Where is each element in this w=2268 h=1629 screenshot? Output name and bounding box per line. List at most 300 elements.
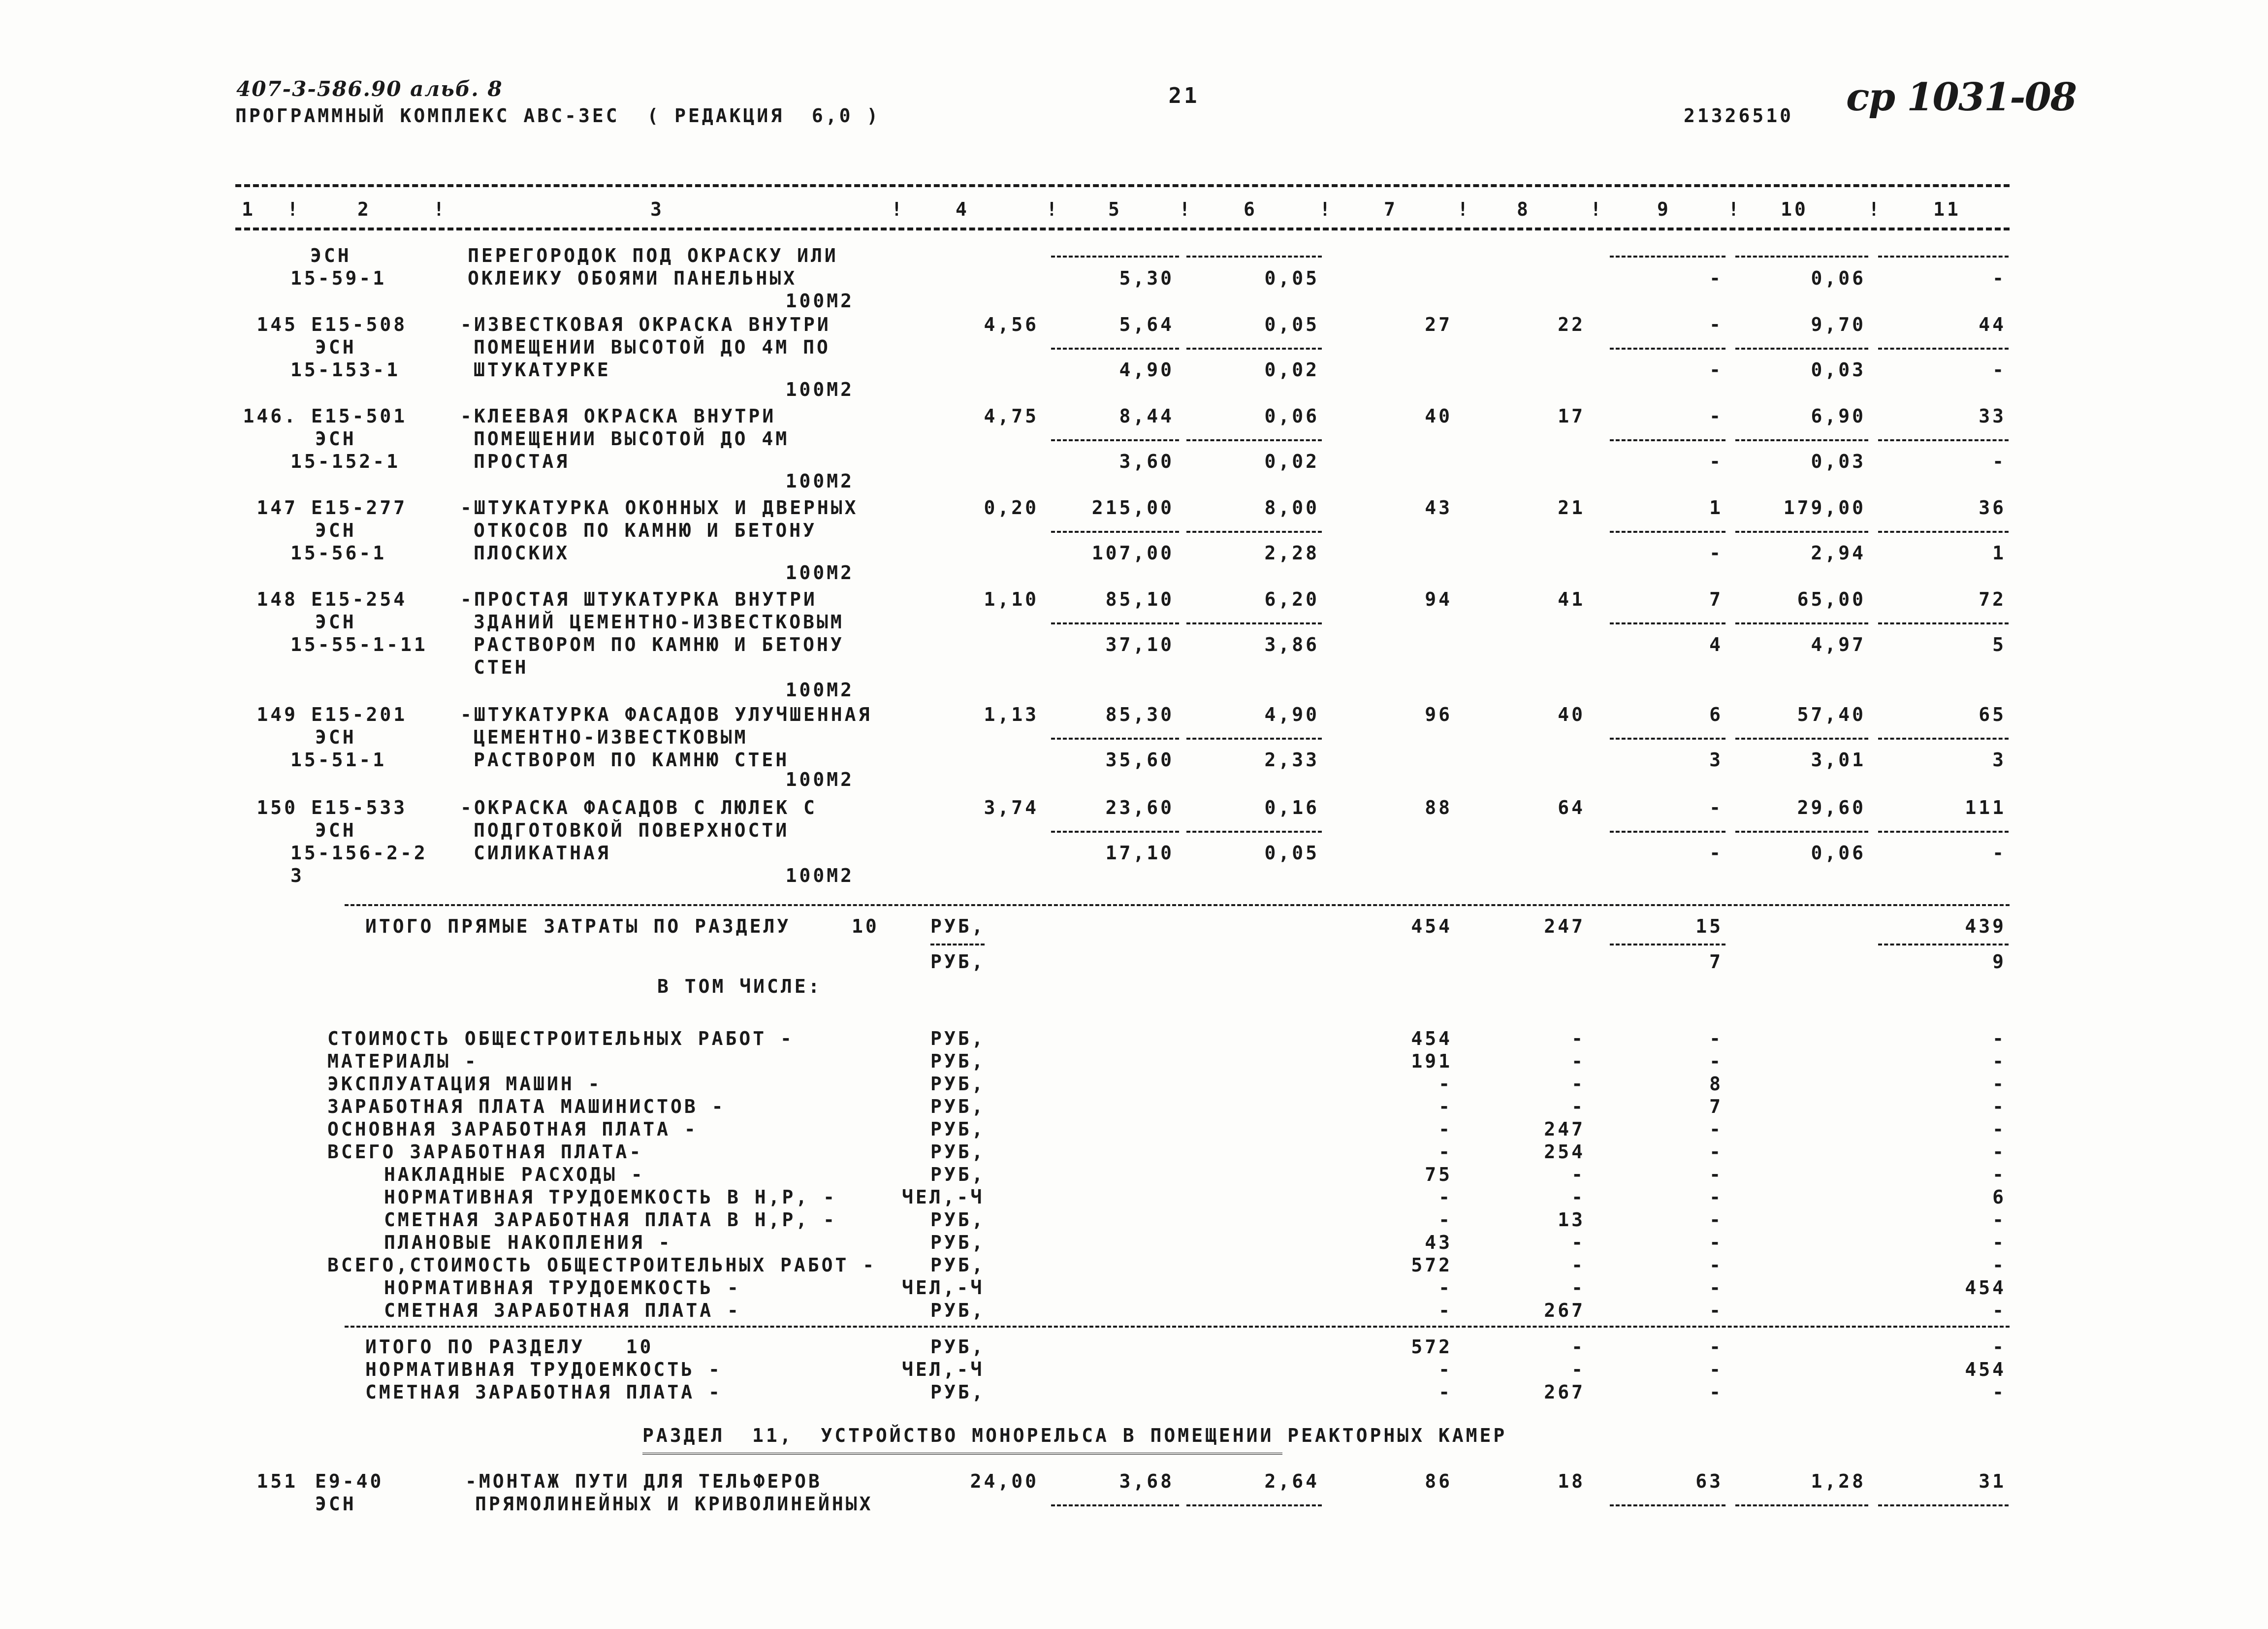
cell-c11: 36: [1979, 497, 2006, 519]
program-title: ПРОГРАММНЫЙ КОМПЛЕКС АВС-3ЕС ( РЕДАКЦИЯ 6,0 ): [235, 105, 881, 127]
item-description: ПРОСТАЯ: [474, 451, 570, 472]
item-code: 15-153-1: [290, 359, 401, 381]
column-header-7: 7: [1384, 198, 1398, 220]
column-separator: !: [433, 198, 447, 220]
item-code: ЭСН: [315, 611, 356, 633]
cell-c7: -: [1438, 1073, 1452, 1095]
column-separator: !: [1590, 198, 1604, 220]
cell-c10: 29,60: [1797, 797, 1866, 818]
unit-label: РУБ,: [930, 915, 986, 937]
cell-c7: 96: [1425, 704, 1452, 725]
cell-c9: -: [1709, 1381, 1723, 1403]
item-description: ОКЛЕИКУ ОБОЯМИ ПАНЕЛЬНЫХ: [468, 267, 798, 289]
value-underline: [1878, 348, 2009, 350]
cell-c7: 88: [1425, 797, 1452, 818]
header-bottom-rule: [235, 228, 2010, 230]
cell-c8: -: [1571, 1359, 1585, 1380]
cell-c11: -: [1992, 1381, 2006, 1403]
unit-label: РУБ,: [930, 1209, 986, 1231]
cell-c5: 3,68: [1119, 1470, 1174, 1492]
value-underline: [1610, 348, 1725, 350]
section-11-title: РАЗДЕЛ 11, УСТРОЙСТВО МОНОРЕЛЬСА В ПОМЕЩЕНИИ РЕАКТОРНЫХ КАМЕР: [642, 1425, 1507, 1446]
item-description: ПОДГОТОВКОЙ ПОВЕРХНОСТИ: [474, 819, 790, 841]
cell-c9: -: [1709, 314, 1723, 335]
cell-c4: 24,00: [970, 1470, 1039, 1492]
breakdown-label: НОРМАТИВНАЯ ТРУДОЕМКОСТЬ В Н,Р, -: [384, 1186, 837, 1208]
cell-c11: -: [1992, 359, 2006, 381]
breakdown-label: ВСЕГО ЗАРАБОТНАЯ ПЛАТА-: [327, 1141, 643, 1163]
cell-c8: -: [1571, 1028, 1585, 1049]
unit-label: РУБ,: [930, 1118, 986, 1140]
cell-c9: -: [1709, 1254, 1723, 1276]
item-number: 150: [256, 797, 298, 818]
cell-c7: 75: [1425, 1164, 1452, 1185]
item-code: 15-55-1-11: [290, 634, 428, 655]
cell-c9: 1: [1709, 497, 1723, 519]
value-underline: [1186, 348, 1322, 350]
column-header-4: 4: [956, 198, 969, 220]
cell-c9: 4: [1709, 634, 1723, 655]
item-description: СИЛИКАТНАЯ: [474, 842, 611, 864]
item-number: 145: [256, 314, 298, 335]
cell-c6: 0,02: [1264, 451, 1319, 472]
value-underline: [1735, 831, 1868, 833]
cell-c7: 86: [1425, 1470, 1452, 1492]
value-underline: [1610, 256, 1725, 258]
cell-c7: 40: [1425, 405, 1452, 427]
cell-c4: 0,20: [984, 497, 1039, 519]
header-top-rule: [235, 184, 2010, 187]
item-number: 151: [256, 1470, 298, 1492]
cell-c7: 27: [1425, 314, 1452, 335]
cell-c6: 2,28: [1264, 542, 1319, 564]
value-underline: [1051, 439, 1179, 441]
cell-c11: 454: [1965, 1359, 2006, 1380]
item-code: 3: [290, 865, 304, 886]
item-number: 146.: [243, 405, 298, 427]
cell-c7: -: [1438, 1118, 1452, 1140]
value-underline: [1735, 256, 1868, 258]
cell-c6: 4,90: [1264, 704, 1319, 725]
item-description: -МОНТАЖ ПУТИ ДЛЯ ТЕЛЬФЕРОВ: [465, 1470, 822, 1492]
cell-c11: 3: [1992, 749, 2006, 771]
cell-c11: 111: [1965, 797, 2006, 818]
breakdown-label: ОСНОВНАЯ ЗАРАБОТНАЯ ПЛАТА -: [327, 1118, 698, 1140]
cell-c7: -: [1438, 1381, 1452, 1403]
value-underline: [1186, 1504, 1322, 1506]
breakdown-label: ПЛАНОВЫЕ НАКОПЛЕНИЯ -: [384, 1232, 672, 1253]
breakdown-label: СМЕТНАЯ ЗАРАБОТНАЯ ПЛАТА -: [384, 1300, 741, 1321]
cell-c11: -: [1992, 1336, 2006, 1358]
value-underline: [1051, 622, 1179, 624]
cell-c7: 572: [1411, 1336, 1452, 1358]
unit-label: 100М2: [785, 290, 854, 312]
item-code: Е15-533: [311, 797, 408, 818]
item-code: ЭСН: [315, 428, 356, 450]
value-underline: [1878, 831, 2009, 833]
value-underline: [1051, 256, 1179, 258]
cell-c7: 43: [1425, 1232, 1452, 1253]
breakdown-label: СТОИМОСТЬ ОБЩЕСТРОИТЕЛЬНЫХ РАБОТ -: [327, 1028, 794, 1049]
section-total-rule: [345, 904, 2010, 906]
value-underline: [1186, 439, 1322, 441]
cell-c11: 6: [1992, 1186, 2006, 1208]
cell-c9: 63: [1695, 1470, 1723, 1492]
value-underline: [1610, 1504, 1725, 1506]
unit-label: РУБ,: [930, 1381, 986, 1403]
cell-c6: 0,02: [1264, 359, 1319, 381]
cell-c10: 9,70: [1811, 314, 1866, 335]
item-description: ПЛОСКИХ: [474, 542, 570, 564]
column-separator: !: [1868, 198, 1882, 220]
item-description: ПОМЕЩЕНИИ ВЫСОТОЙ ДО 4М: [474, 428, 790, 450]
column-separator: !: [1728, 198, 1742, 220]
cell-c5: 17,10: [1105, 842, 1174, 864]
value-underline: [1878, 531, 2009, 533]
cell-c8: 18: [1558, 1470, 1585, 1492]
cell-c10: 0,03: [1811, 359, 1866, 381]
cell-c5: 215,00: [1091, 497, 1174, 519]
section-total-label: СМЕТНАЯ ЗАРАБОТНАЯ ПЛАТА -: [365, 1381, 722, 1403]
item-number: 147: [256, 497, 298, 519]
value-underline: [1051, 831, 1179, 833]
cell-c8: 17: [1558, 405, 1585, 427]
unit-label: 100М2: [785, 562, 854, 584]
cell-c6: 0,06: [1264, 405, 1319, 427]
item-code: 15-152-1: [290, 451, 401, 472]
cell-c6: 0,05: [1264, 314, 1319, 335]
item-description: -ОКРАСКА ФАСАДОВ С ЛЮЛЕК С: [460, 797, 817, 818]
item-description: ОТКОСОВ ПО КАМНЮ И БЕТОНУ: [474, 520, 817, 541]
column-header-1: 1: [242, 198, 256, 220]
cell-c11: -: [1992, 1254, 2006, 1276]
cell-c10: 179,00: [1783, 497, 1866, 519]
column-separator: !: [1179, 198, 1193, 220]
cell-c9: -: [1709, 1209, 1723, 1231]
cell-c10: 1,28: [1811, 1470, 1866, 1492]
cell-c10: 0,03: [1811, 451, 1866, 472]
cell-c7: -: [1438, 1096, 1452, 1117]
item-code: 15-59-1: [290, 267, 387, 289]
cell-c9: -: [1709, 1300, 1723, 1321]
item-code: Е15-277: [311, 497, 408, 519]
cell-c5: 85,30: [1105, 704, 1174, 725]
unit-label: РУБ,: [930, 1232, 986, 1253]
cell-c5: 5,30: [1119, 267, 1174, 289]
item-description: -ШТУКАТУРКА ФАСАДОВ УЛУЧШЕННАЯ: [460, 704, 872, 725]
value-underline: [1735, 622, 1868, 624]
cell-c8: -: [1571, 1336, 1585, 1358]
cell-c7: -: [1438, 1141, 1452, 1163]
unit-label: РУБ,: [930, 1164, 986, 1185]
item-description: ЦЕМЕНТНО-ИЗВЕСТКОВЫМ: [474, 726, 748, 748]
cell-c8: 247: [1544, 915, 1585, 937]
value-underline: [1610, 622, 1725, 624]
breakdown-label: СМЕТНАЯ ЗАРАБОТНАЯ ПЛАТА В Н,Р, -: [384, 1209, 837, 1231]
unit-label: РУБ,: [930, 1141, 986, 1163]
cell-c11: 439: [1965, 915, 2006, 937]
column-separator: !: [1319, 198, 1333, 220]
value-underline: [1735, 348, 1868, 350]
item-description: ШТУКАТУРКЕ: [474, 359, 611, 381]
cell-c6: 2,64: [1264, 1470, 1319, 1492]
cell-c5: 4,90: [1119, 359, 1174, 381]
cell-c8: 64: [1558, 797, 1585, 818]
cell-c8: -: [1571, 1277, 1585, 1299]
unit-label: 100М2: [785, 470, 854, 492]
cell-c11: 65: [1979, 704, 2006, 725]
direct-costs-label: ИТОГО ПРЯМЫЕ ЗАТРАТЫ ПО РАЗДЕЛУ: [365, 915, 791, 937]
item-code: Е15-501: [311, 405, 408, 427]
cell-c10: 57,40: [1797, 704, 1866, 725]
cell-c11: 1: [1992, 542, 2006, 564]
unit-label: 100М2: [785, 769, 854, 790]
value-underline: [1051, 738, 1179, 740]
cell-c8: 21: [1558, 497, 1585, 519]
unit-label: РУБ,: [930, 1254, 986, 1276]
unit-label: РУБ,: [930, 1028, 986, 1049]
item-description: -ПРОСТАЯ ШТУКАТУРКА ВНУТРИ: [460, 588, 817, 610]
value-underline: [1878, 622, 2009, 624]
cell-c9: -: [1709, 451, 1723, 472]
cell-c9: -: [1709, 542, 1723, 564]
cell-c10: 3,01: [1811, 749, 1866, 771]
column-header-9: 9: [1657, 198, 1671, 220]
document-number: 21326510: [1684, 105, 1794, 127]
cell-c7: -: [1438, 1186, 1452, 1208]
cell-c9: 15: [1695, 915, 1723, 937]
cell-c9: -: [1709, 1028, 1723, 1049]
cell-c10: 2,94: [1811, 542, 1866, 564]
breakdown-label: ЭКСПЛУАТАЦИЯ МАШИН -: [327, 1073, 602, 1095]
cell-c9: -: [1709, 359, 1723, 381]
cell-c6: 6,20: [1264, 588, 1319, 610]
cell-c9: -: [1709, 842, 1723, 864]
cell-c8: -: [1571, 1073, 1585, 1095]
cell-c11: -: [1992, 1232, 2006, 1253]
cell-c10: 0,06: [1811, 842, 1866, 864]
unit-label: РУБ,: [930, 1073, 986, 1095]
cell-c11: -: [1992, 842, 2006, 864]
item-description: ПОМЕЩЕНИИ ВЫСОТОЙ ДО 4М ПО: [474, 336, 831, 358]
section-total-label: ИТОГО ПО РАЗДЕЛУ 10: [365, 1336, 654, 1358]
column-separator: !: [1046, 198, 1060, 220]
cell-c8: 267: [1544, 1300, 1585, 1321]
cell-c9: 7: [1709, 1096, 1723, 1117]
cell-c9: 7: [1709, 588, 1723, 610]
cell-c11: -: [1992, 1028, 2006, 1049]
cell-c9: -: [1709, 1050, 1723, 1072]
cell-c4: 4,75: [984, 405, 1039, 427]
cell-c9: -: [1709, 267, 1723, 289]
cell-c8: -: [1571, 1232, 1585, 1253]
unit-label: РУБ,: [930, 1300, 986, 1321]
breakdown-label: МАТЕРИАЛЫ -: [327, 1050, 479, 1072]
value-underline: [1610, 831, 1725, 833]
unit-label: РУБ,: [930, 951, 986, 973]
cell-c11: 9: [1992, 951, 2006, 973]
value-underline: [1878, 738, 2009, 740]
item-description: -ИЗВЕСТКОВАЯ ОКРАСКА ВНУТРИ: [460, 314, 831, 335]
item-code: Е9-40: [315, 1470, 384, 1492]
cell-c4: 1,13: [984, 704, 1039, 725]
unit-label: РУБ,: [930, 1336, 986, 1358]
cell-c11: -: [1992, 267, 2006, 289]
breakdown-label: ВСЕГО,СТОИМОСТЬ ОБЩЕСТРОИТЕЛЬНЫХ РАБОТ -: [327, 1254, 877, 1276]
cell-c5: 35,60: [1105, 749, 1174, 771]
cell-c4: 4,56: [984, 314, 1039, 335]
cell-c9: 8: [1709, 1073, 1723, 1095]
cell-c6: 0,16: [1264, 797, 1319, 818]
cell-c9: 7: [1709, 951, 1723, 973]
cell-c5: 23,60: [1105, 797, 1174, 818]
cell-c10: 0,06: [1811, 267, 1866, 289]
doc-code: 407-3-586.90 альб. 8: [236, 77, 503, 101]
item-description: СТЕН: [474, 656, 529, 678]
cell-c8: 22: [1558, 314, 1585, 335]
cell-c5: 37,10: [1105, 634, 1174, 655]
cell-c8: 254: [1544, 1141, 1585, 1163]
item-code: ЭСН: [315, 336, 356, 358]
cell-c8: 13: [1558, 1209, 1585, 1231]
column-header-3: 3: [650, 198, 664, 220]
unit-label: РУБ,: [930, 1096, 986, 1117]
cell-c9: -: [1709, 1118, 1723, 1140]
cell-c9: -: [1709, 1164, 1723, 1185]
cell-c6: 2,33: [1264, 749, 1319, 771]
value-underline: [930, 944, 985, 945]
unit-label: 100М2: [785, 865, 854, 886]
cell-c9: -: [1709, 797, 1723, 818]
cell-c7: -: [1438, 1359, 1452, 1380]
cell-c7: 454: [1411, 915, 1452, 937]
cell-c8: -: [1571, 1164, 1585, 1185]
item-code: ЭСН: [315, 520, 356, 541]
column-header-6: 6: [1244, 198, 1257, 220]
unit-label: 100М2: [785, 679, 854, 701]
including-label: В ТОМ ЧИСЛЕ:: [657, 976, 822, 997]
value-underline: [1735, 439, 1868, 441]
cell-c11: -: [1992, 1096, 2006, 1117]
item-description: -КЛЕЕВАЯ ОКРАСКА ВНУТРИ: [460, 405, 776, 427]
cell-c7: 191: [1411, 1050, 1452, 1072]
cell-c9: -: [1709, 1359, 1723, 1380]
cell-c11: -: [1992, 451, 2006, 472]
cell-c6: 0,05: [1264, 842, 1319, 864]
page-number: 21: [1168, 83, 1200, 108]
cell-c11: -: [1992, 1209, 2006, 1231]
item-code: 15-51-1: [290, 749, 387, 771]
item-description: ПЕРЕГОРОДОК ПОД ОКРАСКУ ИЛИ: [468, 245, 838, 266]
cell-c11: 72: [1979, 588, 2006, 610]
item-code: 15-156-2-2: [290, 842, 428, 864]
cell-c8: -: [1571, 1186, 1585, 1208]
cell-c6: 3,86: [1264, 634, 1319, 655]
value-underline: [1186, 738, 1322, 740]
column-header-10: 10: [1781, 198, 1808, 220]
cell-c11: -: [1992, 1118, 2006, 1140]
value-underline: [1610, 439, 1725, 441]
item-description: ЗДАНИЙ ЦЕМЕНТНО-ИЗВЕСТКОВЫМ: [474, 611, 844, 633]
value-underline: [1051, 531, 1179, 533]
cell-c11: 44: [1979, 314, 2006, 335]
column-header-2: 2: [357, 198, 371, 220]
cell-c8: -: [1571, 1096, 1585, 1117]
section-summary-rule: [345, 1326, 2010, 1328]
cell-c8: 40: [1558, 704, 1585, 725]
value-underline: [1735, 738, 1868, 740]
cell-c5: 8,44: [1119, 405, 1174, 427]
cell-c6: 8,00: [1264, 497, 1319, 519]
column-separator: !: [1457, 198, 1471, 220]
cell-c9: -: [1709, 1141, 1723, 1163]
value-underline: [1186, 831, 1322, 833]
unit-label: ЧЕЛ,-Ч: [902, 1277, 985, 1299]
column-header-8: 8: [1517, 198, 1531, 220]
value-underline: [1735, 531, 1868, 533]
item-code: 15-56-1: [290, 542, 387, 564]
breakdown-label: НАКЛАДНЫЕ РАСХОДЫ -: [384, 1164, 645, 1185]
value-underline: [1610, 531, 1725, 533]
cell-c11: -: [1992, 1300, 2006, 1321]
cell-c4: 3,74: [984, 797, 1039, 818]
cell-c5: 3,60: [1119, 451, 1174, 472]
value-underline: [1878, 256, 2009, 258]
value-underline: [1186, 622, 1322, 624]
item-code: ЭСН: [315, 819, 356, 841]
cell-c5: 107,00: [1091, 542, 1174, 564]
cell-c10: 4,97: [1811, 634, 1866, 655]
cell-c11: 5: [1992, 634, 2006, 655]
value-underline: [1186, 531, 1322, 533]
item-code: Е15-254: [311, 588, 408, 610]
cell-c7: -: [1438, 1209, 1452, 1231]
cell-c8: -: [1571, 1050, 1585, 1072]
item-description: ПРЯМОЛИНЕЙНЫХ И КРИВОЛИНЕЙНЫХ: [475, 1493, 873, 1515]
cell-c9: -: [1709, 1232, 1723, 1253]
item-code: ЭСН: [310, 245, 351, 266]
unit-label: РУБ,: [930, 1050, 986, 1072]
section-11-title-underline: [642, 1453, 1282, 1456]
cell-c11: -: [1992, 1050, 2006, 1072]
breakdown-label: НОРМАТИВНАЯ ТРУДОЕМКОСТЬ -: [384, 1277, 741, 1299]
value-underline: [1186, 256, 1322, 258]
cell-c9: 3: [1709, 749, 1723, 771]
item-code: ЭСН: [315, 1493, 356, 1515]
item-number: 149: [256, 704, 298, 725]
value-underline: [1610, 738, 1725, 740]
item-code: Е15-201: [311, 704, 408, 725]
cell-c11: -: [1992, 1073, 2006, 1095]
breakdown-label: ЗАРАБОТНАЯ ПЛАТА МАШИНИСТОВ -: [327, 1096, 726, 1117]
cell-c8: 267: [1544, 1381, 1585, 1403]
value-underline: [1051, 1504, 1179, 1506]
cell-c6: 0,05: [1264, 267, 1319, 289]
item-number: 148: [256, 588, 298, 610]
cell-c10: 6,90: [1811, 405, 1866, 427]
column-header-5: 5: [1108, 198, 1122, 220]
column-separator: !: [287, 198, 301, 220]
value-underline: [1051, 348, 1179, 350]
column-separator: !: [891, 198, 905, 220]
section-total-label: НОРМАТИВНАЯ ТРУДОЕМКОСТЬ -: [365, 1359, 722, 1380]
cell-c9: -: [1709, 1186, 1723, 1208]
value-underline: [1878, 944, 2009, 945]
cell-c9: -: [1709, 1336, 1723, 1358]
unit-label: 100М2: [785, 379, 854, 400]
item-description: -ШТУКАТУРКА ОКОННЫХ И ДВЕРНЫХ: [460, 497, 859, 519]
cell-c10: 65,00: [1797, 588, 1866, 610]
